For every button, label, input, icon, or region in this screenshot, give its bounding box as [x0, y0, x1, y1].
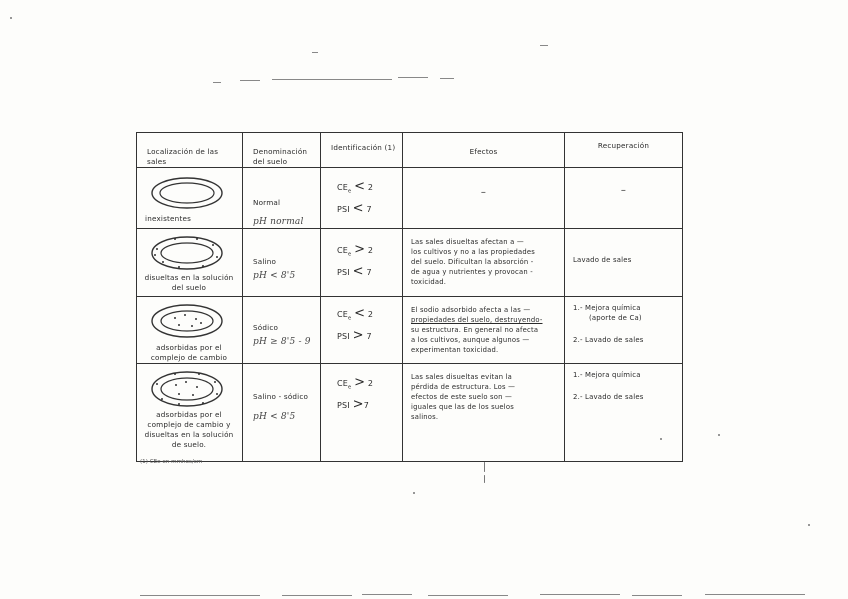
- denomination-cell: [243, 168, 321, 229]
- table-row: [137, 168, 683, 229]
- denomination-text: Sódico: [253, 323, 279, 332]
- denomination-cell: [243, 364, 321, 462]
- table-row: [137, 364, 683, 462]
- effects-cell: Las sales disueltas evitan la pérdida de estructura. Los — efectos de este suelo son — iguales que las de los suelos salinos.: [403, 364, 565, 462]
- identification-cell: $CE_e > 2$ PSI >7: [321, 364, 403, 462]
- soil-classification-table: [136, 132, 683, 462]
- header-denomination: Denominación del suelo: [243, 133, 321, 168]
- header-location: Localización de las sales: [137, 133, 243, 168]
- location-label: inexistentes: [145, 214, 192, 223]
- denomination-cell: [243, 229, 321, 297]
- denomination-text: Salino: [253, 257, 277, 266]
- header-row: [137, 133, 683, 168]
- header-recovery: Recuperación: [565, 133, 683, 168]
- header-effects: Efectos: [403, 133, 565, 168]
- recovery-cell: 1.- Mejora química (aporte de Ca) 2.- Lavado de sales: [565, 297, 683, 364]
- handwritten-note: pH < 8'5: [253, 412, 296, 422]
- recovery-cell: –: [565, 168, 683, 229]
- table-row: [137, 297, 683, 364]
- location-label: adsorbidas por el complejo de cambio: [150, 343, 228, 362]
- handwritten-note: pH normal: [253, 217, 304, 227]
- soil-particle-diagram: [149, 235, 225, 271]
- table-footnote: (1) CEe en mmhos/cm: [140, 459, 203, 465]
- denomination-cell: [243, 297, 321, 364]
- recovery-cell: 1.- Mejora química 2.- Lavado de sales: [565, 364, 683, 462]
- recovery-cell: Lavado de sales: [565, 229, 683, 297]
- denomination-text: Normal: [253, 198, 281, 207]
- soil-particle-diagram: [149, 370, 225, 408]
- effects-cell: El sodio adsorbido afecta a las — propiedades del suelo, destruyendo- su estructura. En general no afecta a los cultivos, aunque algunos — experimentan toxicidad.: [403, 297, 565, 364]
- effects-cell: Las sales disueltas afectan a — los cultivos y no a las propiedades del suelo. Dificultan la absorción - de agua y nutrientes y provocan - toxicidad.: [403, 229, 565, 297]
- identification-cell: $CE_e < 2$ PSI > 7: [321, 297, 403, 364]
- handwritten-note: pH < 8'5: [253, 271, 296, 281]
- soil-particle-diagram: [149, 303, 225, 339]
- soil-particle-diagram: [149, 176, 225, 210]
- header-identification: Identificación (1): [321, 133, 403, 168]
- location-cell: [137, 297, 243, 364]
- location-cell: [137, 168, 243, 229]
- location-label: adsorbidas por el complejo de cambio y disueltas en la solución de suelo.: [144, 410, 234, 449]
- location-label: disueltas en la solución del suelo: [144, 273, 234, 292]
- location-cell: [137, 364, 243, 462]
- handwritten-note: pH ≥ 8'5 - 9: [253, 337, 311, 347]
- identification-cell: $CE_e > 2$ PSI < 7: [321, 229, 403, 297]
- denomination-text: Salino - sódico: [253, 392, 309, 401]
- location-cell: [137, 229, 243, 297]
- table-row: [137, 229, 683, 297]
- effects-cell: –: [403, 168, 565, 229]
- identification-cell: $CE_e < 2$ PSI < 7: [321, 168, 403, 229]
